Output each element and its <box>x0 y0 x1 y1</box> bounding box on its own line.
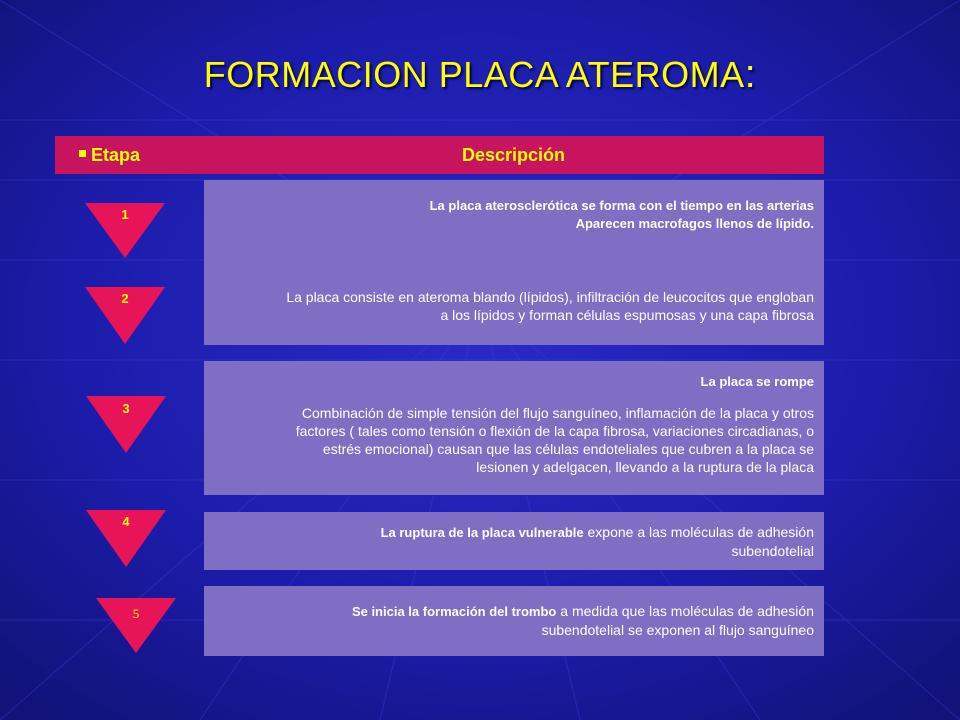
description-box-stage-4 <box>204 512 824 570</box>
row-1-line-1: La placa aterosclerótica se forma con el tiempo en las arterias <box>429 198 814 213</box>
stage-1-number: 1 <box>121 207 129 222</box>
stage-2-number: 2 <box>121 291 129 306</box>
row-1-line-3: La placa consiste en ateroma blando (lípidos), infiltración de leucocitos que engloban <box>286 289 814 305</box>
row-3-line-3: estrés emocional) causan que las células endoteliales que cubren a la placa se <box>322 441 814 457</box>
square-bullet-icon <box>79 150 86 157</box>
row-4-bold-text: La ruptura de la placa vulnerable <box>380 525 584 540</box>
title-text: FORMACION PLACA ATEROMA <box>203 54 745 95</box>
row-3-line-2: factores ( tales como tensión o flexión de la capa fibrosa, variaciones circadianas, o <box>295 423 814 439</box>
stage-5-triangle <box>96 598 176 653</box>
row-5-line-2: subendotelial se exponen al flujo sanguíneo <box>541 622 814 638</box>
row-3-heading: La placa se rompe <box>700 374 814 389</box>
row-4-line-2: subendotelial <box>731 543 814 559</box>
row-4-text: expone a las moléculas de adhesión <box>583 524 814 540</box>
stage-3-number: 3 <box>122 401 130 416</box>
header-descripcion: Descripción <box>203 136 824 174</box>
row-1-line-4: a los lípidos y forman células espumosas y una capa fibrosa <box>440 307 814 323</box>
stage-1-triangle <box>85 203 165 258</box>
description-box-stage-5 <box>204 586 824 656</box>
row-4-line-1 <box>214 523 814 542</box>
row-3-line-4: lesionen y adelgacen, llevando a la ruptura de la placa <box>476 459 814 475</box>
stage-4-number: 4 <box>122 514 130 529</box>
stage-4-triangle <box>86 510 166 567</box>
description-box-stages-1-2 <box>204 180 824 345</box>
stage-3-triangle <box>86 396 166 453</box>
stage-5-number: 5 <box>132 606 140 621</box>
row-5-line-1 <box>214 602 814 621</box>
description-box-stage-3 <box>204 361 824 495</box>
header-etapa <box>55 136 203 174</box>
header-etapa-label: Etapa <box>91 145 141 165</box>
page-title <box>0 52 960 97</box>
title-colon: : <box>744 52 757 96</box>
row-3-line-1: Combinación de simple tensión del flujo sanguíneo, inflamación de la placa y otros <box>301 405 814 421</box>
row-1-line-2: Aparecen macrofagos llenos de lípido. <box>575 216 814 231</box>
row-5-bold-text: Se inicia la formación del trombo <box>351 604 557 619</box>
stage-2-triangle <box>85 287 165 344</box>
row-5-text: a medida que las moléculas de adhesión <box>556 603 814 619</box>
